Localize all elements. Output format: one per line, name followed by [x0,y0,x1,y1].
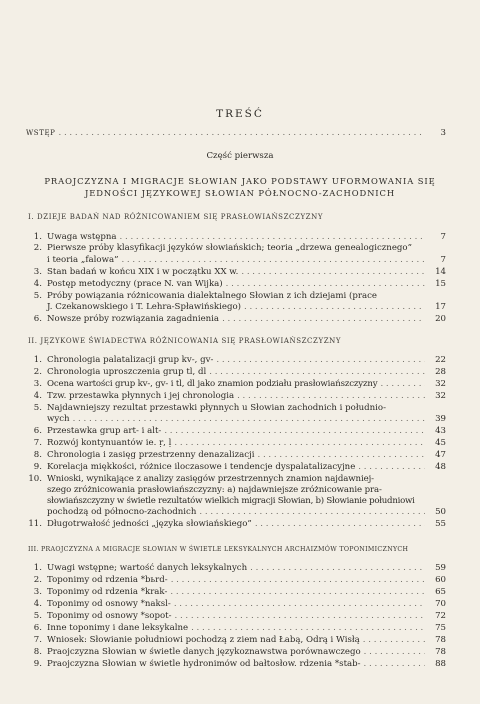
page-number: 65 [435,587,446,597]
entry-text: Uwaga wstępna [47,232,117,242]
entry-number: 4. [33,599,42,609]
entry-number: 6. [33,426,42,436]
toc-entry[interactable] [28,267,446,278]
entry-text: Stan badań w końcu XIX i w początku XX w. [47,267,239,277]
toc-entry[interactable] [28,438,446,449]
entry-text: Wnioski, wynikające z analizy zasięgów przestrzennych znamion najdawniej- [47,474,374,484]
entry-text: Chronologia palatalizacji grup kv-, gv- [47,355,214,365]
dot-leader [209,367,425,378]
toc-entry[interactable] [28,563,446,574]
entry-text: Najdawniejszy rezultat przestawki płynnych u Słowian zachodnich i południo- [47,403,386,413]
toc-entry[interactable] [28,379,446,390]
page-number: 32 [435,391,446,401]
entry-text-cont: słowiańszczyzny w świetle rezultatów wielkich migracji Słowian, b) Słowianie południowi [47,496,415,506]
entry-text-cont: J. Czekanowskiego i T. Lehra-Spławińskiego) [47,302,241,312]
toc-entry[interactable] [28,611,446,622]
page-number: 50 [435,507,446,517]
entry-text: Wniosek: Słowianie południowi pochodzą z ziem nad Łabą, Odrą i Wisłą [47,635,360,645]
page-number: 60 [435,575,446,585]
page-number: 14 [435,267,446,277]
dot-leader [170,587,425,598]
entry-number: 2. [33,367,42,377]
toc-title: TREŚĆ [216,108,264,120]
toc-entry[interactable] [28,450,446,461]
toc-entry[interactable] [28,403,446,414]
dot-leader [174,438,425,449]
entry-number: 9. [33,659,42,669]
page-number: 72 [435,611,446,621]
toc-entry[interactable] [28,519,446,530]
entry-number: 7. [33,635,42,645]
part-label: Część pierwsza [206,151,274,161]
entry-text: Próby powiązania różnicowania dialektalnego Słowian z ich dziejami (prace [47,291,378,301]
page-number: 45 [435,438,446,448]
entry-text: Nowsze próby rozwiązania zagadnienia [47,314,220,324]
page-number: 78 [435,635,446,645]
toc-entry[interactable] [28,599,446,610]
toc-entry[interactable] [28,474,446,485]
dot-leader [164,426,425,437]
page-number: 59 [435,563,446,573]
toc-entry[interactable] [28,243,446,254]
toc-entry[interactable] [28,575,446,586]
dot-leader [191,623,425,634]
entry-text: Przestawka grup art- i alt- [47,426,162,436]
section-heading-2: II. JĘZYKOWE ŚWIADECTWA RÓŻNICOWANIA SIĘ PRASŁOWIAŃSZCZYZNY [28,337,342,345]
page-number: 78 [435,647,446,657]
dot-leader [199,507,425,518]
entry-number: 8. [33,647,42,657]
entry-text-cont: i teoria „falowa” [47,255,119,265]
entry-number: 3. [33,587,42,597]
entry-text: Toponimy od osnowy *sopot- [47,611,172,621]
page-number: 55 [435,519,446,529]
dot-leader [257,450,425,461]
dot-leader [73,414,425,425]
dot-leader [237,391,425,402]
toc-entry[interactable] [28,314,446,325]
entry-number: 10. [28,474,42,484]
dot-leader [250,563,425,574]
entry-number: 1. [33,355,42,365]
entry-number: 4. [33,279,42,289]
dot-leader [222,314,425,325]
dot-leader [244,302,425,313]
dot-leader [364,659,425,670]
toc-entry[interactable] [28,391,446,402]
entry-text: Toponimy od osnowy *naksl- [47,599,171,609]
entry-number: 5. [33,611,42,621]
part-heading-line2: JEDNOŚCI JĘZYKOWEJ SŁOWIAN PÓŁNOCNO-ZACHODNICH [84,188,396,198]
entry-number: 8. [33,450,42,460]
entry-text: Toponimy od rdzenia *bьrd- [47,575,168,585]
entry-text: Postęp metodyczny (prace N. van Wijka) [47,279,223,289]
entry-text: Chronologia i zasięg przestrzenny denazalizacji [47,450,255,460]
toc-entry[interactable] [28,587,446,598]
page-number: 28 [435,367,446,377]
toc-entry[interactable] [28,232,446,243]
entry-text: Tzw. przestawka płynnych i jej chronologia [47,391,235,401]
dot-leader [358,462,425,473]
dot-leader [171,575,425,586]
intro-label: WSTĘP [26,129,56,137]
part-heading-line1: PRAOJCZYZNA I MIGRACJE SŁOWIAN JAKO PODSTAWY UFORMOWANIA SIĘ [44,176,436,186]
entry-number: 4. [33,391,42,401]
entry-text: Uwagi wstępne; wartość danych leksykalnych [47,563,248,573]
entry-text: Inne toponimy i dane leksykalne [47,623,189,633]
toc-entry[interactable] [28,367,446,378]
entry-number: 2. [33,575,42,585]
page-number: 32 [435,379,446,389]
toc-entry[interactable] [28,426,446,437]
dot-leader [255,519,425,530]
toc-entry[interactable] [28,635,446,646]
entry-text: Toponimy od rdzenia *krak- [47,587,168,597]
toc-entry[interactable] [28,462,446,473]
toc-entry[interactable] [28,623,446,634]
entry-number: 6. [33,314,42,324]
dot-leader [120,232,425,243]
dot-leader [380,379,425,390]
entry-text: Chronologia uproszczenia grup tl, dl [47,367,207,377]
page-number: 88 [435,659,446,669]
section-heading-3: III. PRAOJCZYZNA A MIGRACJE SŁOWIAN W ŚWIETLE LEKSYKALNYCH ARCHAIZMÓW TOPONIMICZNYCH [28,546,409,553]
page-number: 3 [440,128,446,138]
entry-number: 1. [33,232,42,242]
entry-number: 1. [33,563,42,573]
toc-entry[interactable] [28,659,446,670]
entry-number: 3. [33,379,42,389]
page-number: 48 [435,462,446,472]
page-number: 7 [440,255,446,265]
page-number: 20 [435,314,446,324]
entry-text: Pierwsze próby klasyfikacji języków słowiańskich; teoria „drzewa genealogicznego” [47,243,412,253]
page-number: 47 [435,450,446,460]
dot-leader [174,599,425,610]
page-number: 22 [435,355,446,365]
entry-number: 6. [33,623,42,633]
dot-leader [241,267,425,278]
toc-entry[interactable] [28,279,446,290]
entry-number: 11. [28,519,42,529]
toc-entry-continuation[interactable] [47,414,446,425]
entry-text-cont: pochodzą od północno-zachodnich [47,507,197,517]
page-number: 70 [435,599,446,609]
entry-text: Rozwój kontynuantów ie. ṛ, ḷ [47,438,172,448]
entry-number: 2. [33,243,42,253]
entry-number: 5. [33,291,42,301]
dot-leader [364,647,425,658]
entry-number: 3. [33,267,42,277]
entry-text-cont: szego zróżnicowania prasłowiańszczyzny: a) najdawniejsze zróżnicowanie pra- [47,485,382,495]
dot-leader [363,635,425,646]
page-number: 17 [435,302,446,312]
toc-entry[interactable] [28,355,446,366]
page-number: 15 [435,279,446,289]
page-number: 39 [435,414,446,424]
page-number: 43 [435,426,446,436]
dot-leader [216,355,425,366]
page-number: 75 [435,623,446,633]
entry-text-cont: wych [47,414,70,424]
dot-leader [121,255,425,266]
entry-text: Praojczyzna Słowian w świetle hydronimów od bałtosłow. rdzenia *stab- [47,659,361,669]
entry-number: 9. [33,462,42,472]
toc-entry[interactable] [28,291,446,302]
toc-entry-intro[interactable] [26,128,446,139]
toc-entry-continuation[interactable] [47,255,446,266]
dot-leader [226,279,425,290]
dot-leader [58,128,425,139]
section-heading-1: I. DZIEJE BADAŃ NAD RÓŻNICOWANIEM SIĘ PRASŁOWIAŃSZCZYZNY [28,213,324,221]
entry-number: 7. [33,438,42,448]
dot-leader [175,611,426,622]
page-number: 7 [440,232,446,242]
toc-entry-continuation[interactable] [47,507,446,518]
toc-entry-continuation[interactable] [47,302,446,313]
entry-text: Praojczyzna Słowian w świetle danych językoznawstwa porównawczego [47,647,361,657]
entry-text: Długotrwałość jedności „języka słowiańskiego” [47,519,252,529]
entry-text: Ocena wartości grup kv-, gv- i tl, dl jako znamion podziału prasłowiańszczyzny [47,379,378,389]
entry-text: Korelacja miękkości, różnice iloczasowe i tendencje dyspalatalizacyjne [47,462,356,472]
entry-number: 5. [33,403,42,413]
toc-entry[interactable] [28,647,446,658]
